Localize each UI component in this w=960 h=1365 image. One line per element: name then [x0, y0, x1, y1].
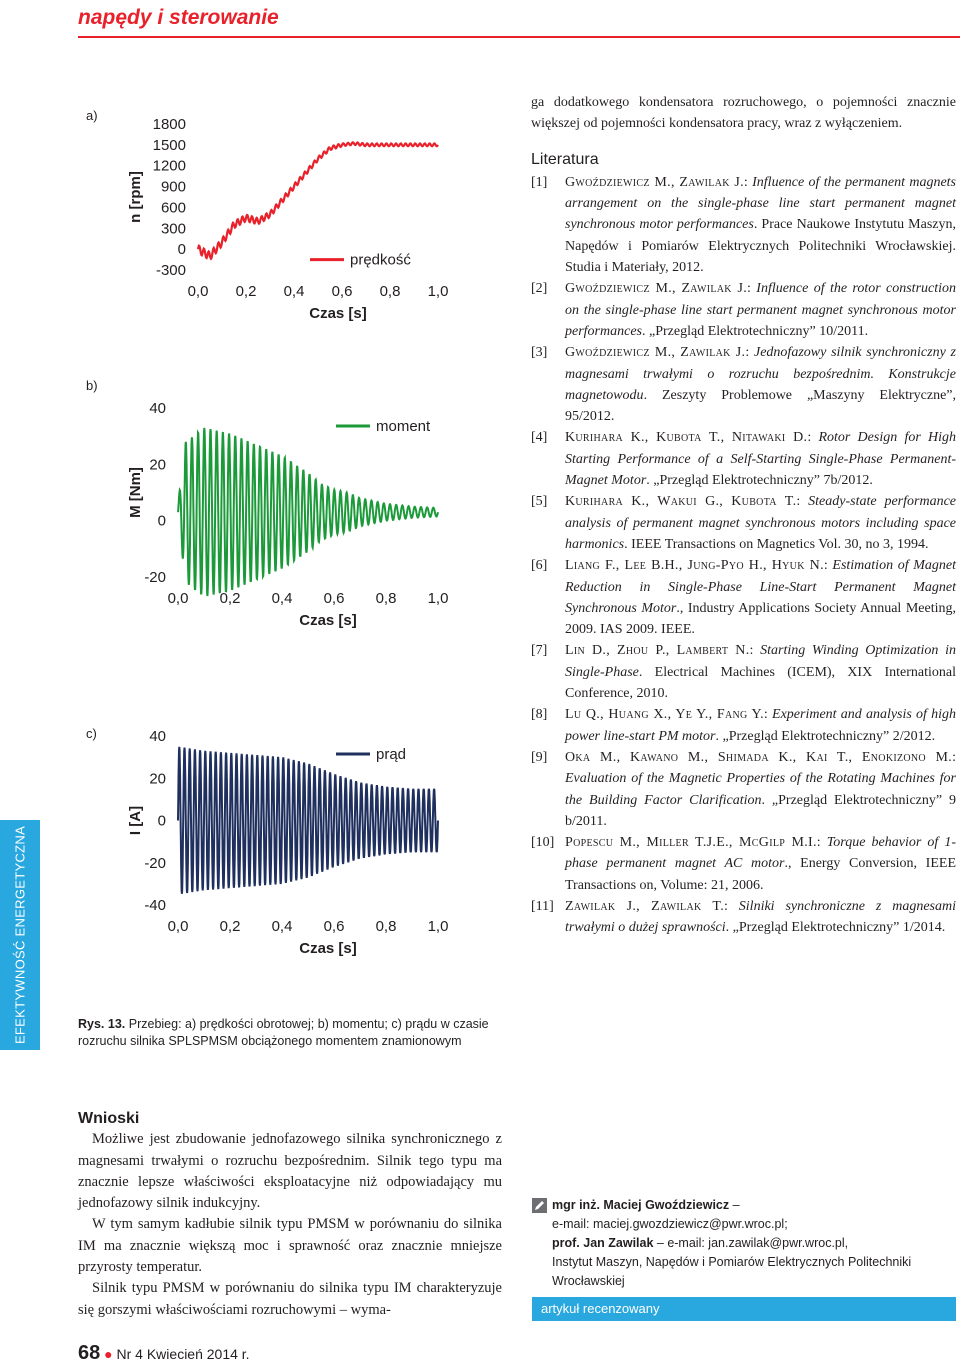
y-tick-label: -300 — [155, 262, 186, 279]
author-1-email: e-mail: maciej.gwozdziewicz@pwr.wroc.pl; — [552, 1217, 788, 1231]
caption-number: Rys. 13. — [78, 1017, 126, 1031]
reference-title: Rotor Design for High Starting Performance of a Self-Starting Single-Phase Permanent-Magnet Motor — [565, 430, 957, 489]
y-tick-label: 0 — [177, 241, 186, 259]
x-tick-label: 0,8 — [375, 918, 397, 935]
reference-separator: : — [796, 494, 809, 510]
reference-separator: : — [763, 707, 773, 723]
reference-authors: Kurihara K., Wakui G., Kubota T. — [565, 494, 797, 510]
chart-current — [118, 728, 458, 968]
reference-separator: : — [749, 643, 761, 659]
page-number: 68 — [78, 1342, 101, 1364]
x-tick-label: 0,0 — [167, 918, 189, 935]
reference-item — [531, 640, 956, 704]
x-axis-label: Czas [s] — [309, 305, 367, 322]
series-line — [178, 428, 438, 596]
page-footer — [78, 1342, 250, 1365]
reference-item — [531, 342, 956, 427]
issue-number: Nr 4 — [116, 1346, 143, 1362]
y-tick-label: 0 — [157, 512, 166, 530]
x-tick-label: 1,0 — [427, 918, 449, 935]
y-tick-label: 600 — [160, 199, 186, 217]
author-2-name: prof. Jan Zawilak — [552, 1236, 654, 1250]
reference-source: „Przegląd Elektrotechniczny” 9 b/2011. — [565, 792, 957, 829]
legend-label: prędkość — [350, 251, 411, 269]
reference-separator: : — [952, 749, 956, 765]
x-tick-label: 0,0 — [187, 283, 209, 300]
author-1-name: mgr inż. Maciej Gwoździewicz — [552, 1198, 730, 1212]
issue-date: Kwiecień 2014 r. — [146, 1346, 250, 1362]
panel-label-c: c) — [86, 726, 97, 741]
x-tick-label: 0,6 — [323, 918, 345, 935]
reference-source: IEEE Transactions on Magnetics Vol. 30, no 3, 1994. — [627, 536, 929, 552]
reference-source: „Przegląd Elektrotechniczny” 7b/2012. — [649, 473, 873, 489]
reference-authors: Kurihara K., Kubota T., Nitawaki D. — [565, 430, 808, 446]
x-tick-label: 0,2 — [219, 590, 241, 607]
affiliation-cont: Wrocławskiej — [552, 1274, 625, 1288]
reference-number: [7] — [531, 643, 548, 659]
reference-title: Influence of the rotor construction on the single-phase line start permanent magnet synchronous motor performances — [565, 281, 957, 339]
reference-authors: Lin D., Zhou P., Lambert N. — [565, 643, 750, 659]
reference-source: „Przegląd Elektrotechniczny” 10/2011. — [645, 323, 869, 339]
pen-icon — [532, 1198, 547, 1213]
y-axis-label: M [Nm] — [127, 467, 144, 518]
reference-title: Starting Winding Optimization in Single-Phase — [565, 643, 957, 680]
reference-source: „Przegląd Elektrotechniczny” 2/2012. — [719, 728, 936, 744]
reference-title: Evaluation of the Magnetic Properties of the Rotating Machines for the Building Factor Clarification — [565, 771, 956, 808]
reference-title-dot: . — [784, 856, 788, 872]
author-2 — [552, 1234, 957, 1253]
reference-separator: : — [724, 898, 739, 914]
reference-number: [11] — [531, 898, 554, 914]
reference-title-dot: . — [646, 473, 650, 489]
conclusions-heading: Wnioski — [78, 1110, 140, 1127]
reference-authors: Zawilak J., Zawilak T. — [565, 898, 725, 914]
reference-authors: Popescu M., Miller T.J.E., McGilp M.I. — [565, 835, 817, 851]
reference-number: [6] — [531, 558, 548, 574]
reference-item — [531, 832, 956, 896]
chart-torque-svg — [118, 400, 458, 640]
author-1-dash: – — [729, 1198, 740, 1212]
reference-number: [5] — [531, 494, 548, 510]
x-tick-label: 0,0 — [167, 590, 189, 607]
reference-list — [531, 172, 956, 939]
right-column — [531, 92, 956, 939]
reference-source: Prace Naukowe Instytutu Maszyn, Napędów i Pomiarów Elektrycznych Politechniki Wrocławskiej. Studia i Materiały, 2012. — [565, 217, 956, 276]
reference-authors: Gwoździewicz M., Zawilak J. — [565, 174, 744, 190]
reference-title: Estimation of Magnet Reduction in Single-Phase Line-Start Permanent Magnet Synchronous Motor — [565, 558, 956, 616]
y-tick-label: 0 — [157, 812, 166, 830]
reference-number: [1] — [531, 174, 548, 190]
reference-item — [531, 427, 956, 491]
x-tick-label: 0,8 — [375, 590, 397, 607]
y-tick-label: -20 — [144, 854, 166, 872]
x-tick-label: 1,0 — [427, 283, 449, 300]
y-tick-label: 1800 — [152, 116, 186, 133]
reference-title-dot: . — [753, 217, 758, 233]
authors-block — [532, 1196, 957, 1291]
chart-torque — [118, 400, 458, 640]
y-tick-label: 20 — [149, 770, 166, 788]
x-tick-label: 0,4 — [271, 918, 293, 935]
conclusions-section — [78, 1108, 502, 1321]
series-line — [198, 142, 438, 258]
x-axis-label: Czas [s] — [299, 940, 357, 957]
reference-title: Experiment and analysis of high power line-start PM motor — [565, 707, 957, 744]
reference-item — [531, 747, 956, 832]
legend-label: moment — [376, 418, 431, 435]
reference-source: Zeszyty Problemowe „Maszyny Elektryczne”, 95/2012. — [565, 387, 956, 425]
caption-text: Przebieg: a) prędkości obrotowej; b) momentu; c) prądu w czasie rozruchu silnika SPLSPMSM obciążonego momentem znamionowym — [78, 1017, 489, 1048]
side-tab-label: EFEKTYWNOŚĆ ENERGETYCZNA — [12, 825, 28, 1045]
reference-title: Jednofazowy silnik synchroniczny z magnesami trwałymi o rozruchu bezpośrednim. Konstrukcje magnetowodu — [565, 345, 957, 403]
reference-title: Torque behavior of 1-phase permanent magnet AC motor — [565, 835, 957, 872]
reference-separator: : — [807, 430, 819, 446]
reference-separator: : — [743, 174, 753, 190]
y-axis-label: n [rpm] — [127, 171, 144, 223]
panel-label-a: a) — [86, 108, 98, 123]
reference-title-dot: . — [761, 792, 766, 808]
reference-title-dot: . — [643, 387, 648, 403]
reference-number: [10] — [531, 835, 555, 851]
x-tick-label: 1,0 — [427, 590, 449, 607]
reference-separator: : — [747, 281, 757, 297]
intro-paragraph: ga dodatkowego kondensatora rozruchowego, o pojemności znacznie większej od pojemności kondensatora pracy, wraz z wyłączeniem. — [531, 95, 956, 132]
reference-authors: Gwoździewicz M., Zawilak J. — [565, 345, 746, 361]
x-tick-label: 0,8 — [379, 283, 401, 300]
reference-separator: : — [745, 345, 754, 361]
reference-item — [531, 896, 956, 939]
x-tick-label: 0,2 — [219, 918, 241, 935]
reference-authors: Oka M., Kawano M., Shimada K., Kai T., Enokizono M. — [565, 749, 953, 765]
reference-separator: : — [823, 558, 833, 574]
reference-title-dot: . — [624, 536, 628, 552]
reference-title-dot: . — [638, 664, 643, 680]
reference-authors: Gwoździewicz M., Zawilak J. — [565, 281, 748, 297]
conclusions-paragraph: Możliwe jest zbudowanie jednofazowego silnika synchronicznego z magnesami trwałymi o rozruchu bezpośrednim. Silnik tego typu ma znacznie lepsze właściwości eksploatacyjne niż odpowiadający mu jednofazowy silnik indukcyjny. — [78, 1131, 502, 1212]
author-1 — [552, 1196, 957, 1215]
y-tick-label: 40 — [149, 400, 166, 417]
y-tick-label: 300 — [160, 220, 186, 238]
x-tick-label: 0,4 — [283, 283, 305, 300]
reference-source: , Energy Conversion, IEEE Transactions on, Volume: 21, 2006. — [565, 856, 957, 893]
affiliation: Instytut Maszyn, Napędów i Pomiarów Elektrycznych Politechniki — [552, 1255, 912, 1269]
reference-number: [2] — [531, 281, 548, 297]
reference-title: Influence of the permanent magnets arrangement on the single-phase line start permanent magnet synchronous motor performances — [565, 174, 956, 233]
reference-title: Steady-state performance analysis of permanent magnet synchronous motors including space harmonics — [565, 494, 956, 552]
conclusions-paragraph: Silnik typu PMSM w porównaniu do silnika typu IM charakteryzuje się gorszymi właściwościami rozruchowymi – wyma- — [78, 1280, 502, 1318]
reference-number: [3] — [531, 345, 548, 361]
reference-number: [4] — [531, 430, 548, 446]
y-tick-label: 20 — [149, 456, 166, 474]
series-line — [178, 747, 438, 894]
x-tick-label: 0,6 — [323, 590, 345, 607]
reference-item — [531, 704, 956, 747]
reference-source: , Industry Applications Society Annual Meeting, 2009. IAS 2009. IEEE. — [565, 600, 956, 638]
side-tab — [0, 820, 40, 1050]
reference-item — [531, 491, 956, 555]
reference-title-dot: . — [715, 728, 719, 744]
y-tick-label: 40 — [149, 728, 166, 745]
y-tick-label: 1200 — [152, 157, 186, 175]
author-2-email: – e-mail: jan.zawilak@pwr.wroc.pl, — [653, 1236, 849, 1250]
x-tick-label: 0,4 — [271, 590, 293, 607]
footer-dot: ● — [104, 1346, 113, 1362]
literatura-heading: Literatura — [531, 150, 599, 168]
section-header: napędy i sterowanie — [78, 6, 279, 29]
chart-current-svg — [118, 728, 458, 968]
reference-authors: Liang F., Lee B.H., Jung-Pyo H., Hyuk N. — [565, 558, 824, 574]
reference-source: Electrical Machines (ICEM), XIX International Conference, 2010. — [565, 664, 956, 702]
reference-source: „Przegląd Elektrotechniczny” 1/2014. — [729, 920, 946, 936]
panel-label-b: b) — [86, 378, 98, 393]
reference-authors: Lu Q., Huang X., Ye Y., Fang Y. — [565, 707, 764, 723]
reference-number: [9] — [531, 749, 548, 765]
reference-title-dot: . — [642, 323, 646, 339]
reference-item — [531, 278, 956, 342]
y-tick-label: -20 — [144, 569, 166, 586]
figure-caption — [78, 1016, 518, 1050]
reference-title-dot: . — [725, 920, 730, 936]
legend-label: prąd — [376, 746, 407, 763]
conclusions-paragraph: W tym samym kadłubie silnik typu PMSM w porównaniu do silnika IM ma znacznie większą moc i sprawność oraz znacznie mniejsze przyrosty temperatur. — [78, 1216, 502, 1276]
x-tick-label: 0,2 — [235, 283, 257, 300]
x-axis-label: Czas [s] — [299, 612, 357, 629]
y-tick-label: 900 — [160, 178, 186, 196]
header-rule — [78, 36, 960, 38]
reference-item — [531, 555, 956, 640]
reference-item — [531, 172, 956, 278]
x-tick-label: 0,6 — [331, 283, 353, 300]
reviewed-badge: artykuł recenzowany — [532, 1297, 956, 1321]
reference-title-dot: . — [676, 600, 680, 616]
reference-separator: : — [816, 835, 827, 851]
y-tick-label: 1500 — [152, 136, 186, 154]
chart-speed-svg — [118, 108, 458, 353]
y-axis-label: I [A] — [127, 805, 144, 836]
y-tick-label: -40 — [144, 897, 166, 914]
chart-speed — [118, 108, 458, 353]
reference-title: Silniki synchroniczne z magnesami trwałymi o dużej sprawności — [565, 898, 956, 936]
reference-number: [8] — [531, 707, 548, 723]
